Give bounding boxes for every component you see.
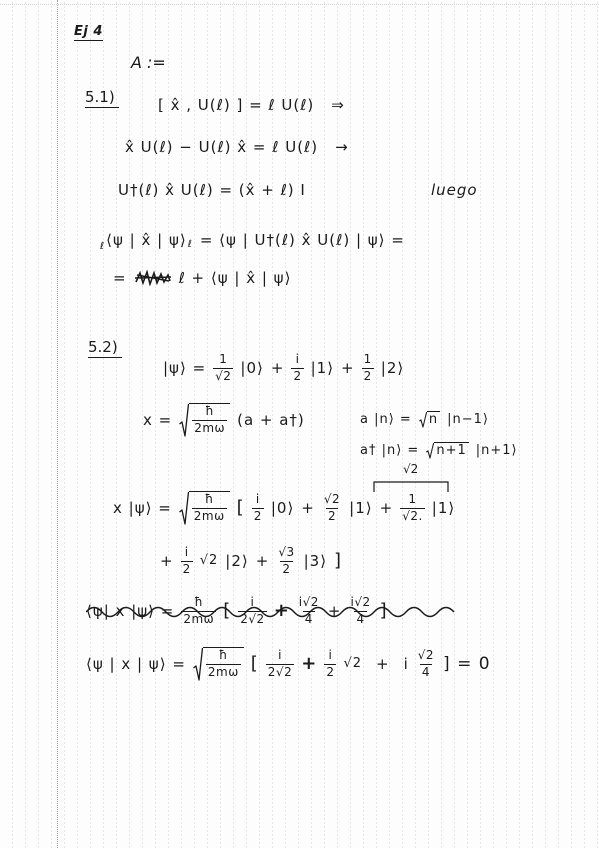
exercise-title: Ej 4 <box>74 24 103 39</box>
close-bracket-equals-zero: ] = 0 <box>443 653 491 674</box>
plus-sign: + <box>270 359 285 377</box>
numerator: i <box>250 594 255 609</box>
translated-operator: U†(ℓ) x̂ U(ℓ) = (x̂ + ℓ) I <box>118 181 306 199</box>
fraction <box>213 353 233 384</box>
ket: |3⟩ <box>303 552 328 570</box>
radicand: n+1 <box>436 443 467 459</box>
position-operator <box>143 400 312 440</box>
fraction <box>400 493 425 524</box>
denominator: 2mω <box>193 509 225 523</box>
fraction <box>252 493 264 524</box>
ket: |0⟩ <box>240 359 264 377</box>
state-lhs: |ψ⟩ = <box>163 359 207 377</box>
fraction <box>324 649 336 680</box>
plus-sign: + <box>341 359 355 377</box>
fraction <box>206 649 241 680</box>
numerator: √3 <box>278 544 295 559</box>
x-on-state-line-2 <box>160 541 349 581</box>
s51-line-5 <box>113 269 298 287</box>
right-arrow: → <box>335 138 349 156</box>
denominator: 2 <box>293 368 302 383</box>
denominator: 4 <box>304 611 313 626</box>
square-root <box>426 442 468 459</box>
ket: |1⟩ <box>349 499 373 517</box>
blotted-plus-sign: + <box>301 653 318 675</box>
fraction <box>192 493 227 524</box>
radical-sign-icon <box>426 442 434 459</box>
equals-sign: = <box>113 269 127 287</box>
denominator: 2 <box>182 561 191 576</box>
creation-rule <box>360 442 525 459</box>
final-expectation <box>86 644 498 684</box>
denominator: 2mω <box>183 611 215 626</box>
numerator: 1 <box>219 351 228 366</box>
numerator: i√2 <box>298 594 319 609</box>
coefficient: √2 <box>343 656 363 672</box>
plus-sign: + <box>301 499 315 517</box>
square-root <box>179 403 230 437</box>
ket: |0⟩ <box>270 499 295 517</box>
expectation-lhs: ⟨ψ | x | ψ⟩ = <box>86 655 186 673</box>
numerator: i <box>295 351 300 366</box>
x-on-state-line-1 <box>113 488 462 528</box>
wavy-strikethrough <box>86 600 466 622</box>
radical-sign-icon <box>179 403 189 437</box>
denominator: 2√2 <box>240 611 265 626</box>
numerator: i <box>328 647 333 662</box>
leading-subscript: ℓ <box>100 241 106 252</box>
s51-line-4 <box>100 231 412 252</box>
plus-sign: + <box>255 552 270 570</box>
numerator: ħ <box>205 404 215 419</box>
numerator: i <box>184 544 189 559</box>
denominator: 2 <box>326 664 335 679</box>
open-bracket: [ <box>223 600 232 622</box>
fraction <box>416 649 436 680</box>
expectation-rhs: = ⟨ψ | U†(ℓ) x̂ U(ℓ) | ψ⟩ = <box>199 231 405 249</box>
square-root <box>193 647 244 681</box>
annihilation-lhs: a |n⟩ = <box>360 411 412 427</box>
numerator: ħ <box>204 492 214 507</box>
numerator: ħ <box>194 594 204 609</box>
numerator: 1 <box>408 491 417 506</box>
denominator: √2. <box>402 508 423 523</box>
radical-sign-icon <box>419 411 427 428</box>
bracket-label: √2 <box>403 462 419 476</box>
plus-sign: + <box>160 552 174 570</box>
fraction <box>181 546 193 577</box>
expanded-commutator: x̂ U(ℓ) − U(ℓ) x̂ = ℓ U(ℓ) <box>125 138 319 156</box>
crossed-out-scribble-icon <box>134 270 172 286</box>
square-root <box>179 491 230 525</box>
fraction <box>266 649 294 680</box>
denominator: 2√2 <box>267 664 293 679</box>
denominator: 4 <box>421 664 430 679</box>
close-bracket: ] <box>379 600 388 622</box>
open-bracket: [ <box>250 653 259 675</box>
section-5-2-label: 5.2) <box>88 338 122 358</box>
expectation-lhs: ⟨ψ | x̂ | ψ⟩ <box>106 231 187 249</box>
numerator: i <box>255 491 260 506</box>
x-lhs: x = <box>143 411 173 429</box>
expectation-subscript: ℓ <box>187 239 193 250</box>
radical-sign-icon <box>193 647 203 681</box>
open-bracket: [ <box>236 497 245 519</box>
ket: |2⟩ <box>380 359 405 377</box>
expectation-lhs: ⟨ψ| x |ψ⟩ = <box>86 602 175 620</box>
numerator: 1 <box>363 351 372 366</box>
radicand <box>203 647 244 681</box>
denominator: 2 <box>253 508 262 523</box>
numerator: √2 <box>323 491 341 506</box>
scan-edge <box>0 4 599 5</box>
numerator: i√2 <box>350 594 371 609</box>
x-psi-lhs: x |ψ⟩ = <box>113 499 172 517</box>
ket: |1⟩ <box>310 359 335 377</box>
denominator: 2 <box>282 561 291 576</box>
luego-word: luego <box>431 181 478 199</box>
section-5-1-label: 5.1) <box>85 88 119 108</box>
state-definition <box>163 348 411 388</box>
result-expression: ℓ + ⟨ψ | x̂ | ψ⟩ <box>178 269 292 287</box>
radicand <box>189 491 230 525</box>
ladder-sum: (a + a†) <box>237 411 305 429</box>
numerator: √2 <box>417 647 435 662</box>
annihilation-ket: |n−1⟩ <box>447 411 489 427</box>
radical-sign-icon <box>179 491 189 525</box>
annihilation-rule <box>360 411 496 428</box>
coefficient: √2 <box>199 553 219 569</box>
ket: |1⟩ <box>431 499 456 517</box>
plus-sign: + <box>327 602 342 620</box>
denominator: 2mω <box>194 421 226 435</box>
fraction <box>322 493 342 524</box>
creation-ket: |n+1⟩ <box>475 442 518 458</box>
denominator: 2 <box>327 508 337 523</box>
radicand <box>189 403 230 437</box>
denominator: 2 <box>363 368 372 383</box>
implies-arrow: ⇒ <box>331 96 345 114</box>
close-bracket: ] <box>334 550 343 572</box>
s51-line-1 <box>158 96 352 114</box>
margin-line <box>57 0 58 848</box>
fraction <box>192 405 227 436</box>
plus-sign: + <box>273 600 290 622</box>
fraction <box>276 546 296 577</box>
denominator: 2mω <box>207 665 239 679</box>
ket: |2⟩ <box>225 552 249 570</box>
denominator: √2 <box>215 368 232 383</box>
s51-line-3 <box>118 181 313 199</box>
commutator-equation: [ x̂ , U(ℓ) ] = ℓ U(ℓ) <box>158 96 315 114</box>
creation-lhs: a† |n⟩ = <box>360 442 420 458</box>
fraction <box>362 353 374 384</box>
numerator: ħ <box>218 648 228 663</box>
fraction <box>291 353 303 384</box>
square-root <box>419 411 440 428</box>
numerator: i <box>278 647 282 662</box>
answer-label: A := <box>131 53 166 72</box>
radicand: n <box>428 412 439 428</box>
plus-sign: + <box>376 655 390 673</box>
imaginary-unit: i <box>403 655 409 673</box>
plus-sign: + <box>379 499 394 517</box>
denominator: 4 <box>356 611 365 626</box>
s51-line-2 <box>125 138 356 156</box>
